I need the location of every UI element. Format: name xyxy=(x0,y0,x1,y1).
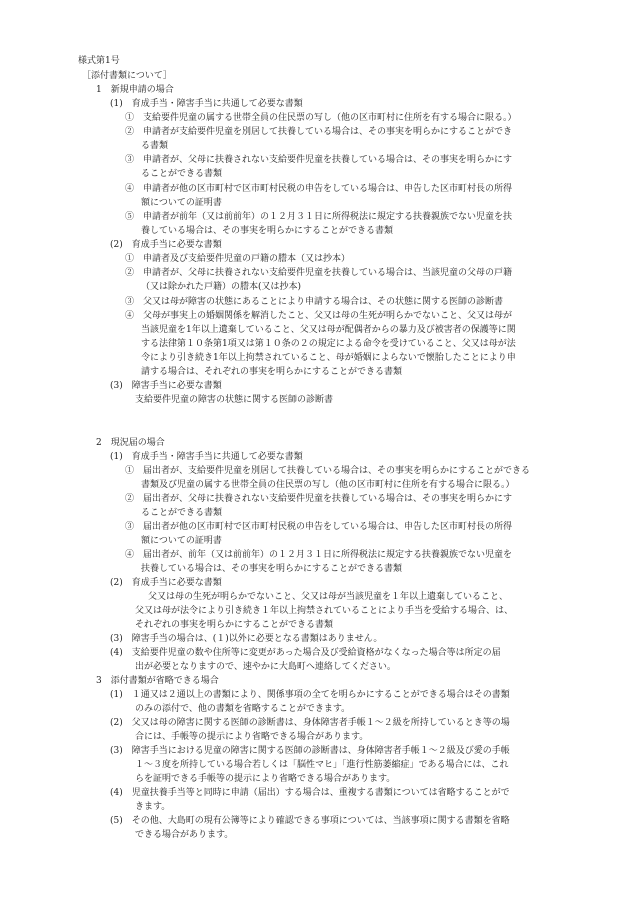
s3-p5-line1: (5) その他、大島町の現有公簿等により確認できる事項については、当該事項に関する書類を省略 xyxy=(110,816,510,826)
section-heading: ［添付書類について］ xyxy=(82,71,172,81)
s3-p3-line2: １～３度を所持している場合若しくは「脳性マヒ」「進行性筋萎縮症」である場合には、これ xyxy=(135,760,509,770)
s3-p4-line2: きます。 xyxy=(135,802,171,812)
s1-sub1-item5-cont: 養している場合は、その事実を明らかにすることができる書類 xyxy=(141,226,394,236)
s1-sub2-item4-cont3: 令により引き続き1年以上拘禁されていること、母が婚姻によらないで懐胎したことにより申 xyxy=(141,353,516,363)
s2-sub2-line1: 父又は母の生死が明らかでないこと、父又は母が当該児童を１年以上遺棄していること、 xyxy=(148,592,509,602)
s1-sub1-label: (1) 育成手当・障害手当に共通して必要な書類 xyxy=(110,99,303,109)
s1-sub2-item2: ② 申請者が、父母に扶養されない支給要件児童を扶養している場合は、当該児童の父母の戸籍 xyxy=(125,268,513,278)
s2-sub4-line1: (4) 支給要件児童の数や住所等に変更があった場合及び受給資格がなくなった場合等は所定の届 xyxy=(110,648,501,658)
s1-sub2-item3: ③ 父又は母が障害の状態にあることにより申請する場合は、その状態に関する医師の診断書 xyxy=(125,297,504,307)
s1-sub2-item4-cont2: する法律第１０条第1項又は第１０条の２の規定による命令を受けていること、父又は母が法 xyxy=(141,339,516,349)
s3-p3-line3: らを証明できる手帳等の提示により省略できる場合があります。 xyxy=(135,774,396,784)
s2-sub1-item2: ② 届出者が、父母に扶養されない支給要件児童を扶養している場合は、その事実を明らかにす xyxy=(125,494,513,504)
s1-sub2-item4-cont4: 請する場合は、それぞれの事実を明らかにすることができる書類 xyxy=(141,367,403,377)
s2-sub2-line2: 父又は母が法令により引き続き１年以上拘禁されていることにより手当を受給する場合、は、 xyxy=(135,606,514,616)
section-3-title: 3 添付書類が省略できる場合 xyxy=(96,676,219,686)
s1-sub1-item1: ① 支給要件児童の属する世帯全員の住民票の写し（他の区市町村に住所を有する場合に限る。） xyxy=(125,113,517,123)
s1-sub1-item3: ③ 申請者が、父母に扶養されない支給要件児童を扶養している場合は、その事実を明らかにす xyxy=(125,155,513,165)
s1-sub1-item4: ④ 申請者が他の区市町村で区市町村民税の申告をしている場合は、申告した区市町村長の所得 xyxy=(125,184,513,194)
s2-sub2-line3: それぞれの事実を明らかにすることができる書類 xyxy=(135,620,334,630)
s3-p4-line1: (4) 児童扶養手当等と同時に申請（届出）する場合は、重複する書類については省略することがで xyxy=(110,788,510,798)
s1-sub1-item5: ⑤ 申請者が前年（又は前前年）の１２月３１日に所得税法に規定する扶養親族でない児童を扶 xyxy=(125,212,513,222)
s2-sub3-text: (3) 障害手当の場合は、(１)以外に必要となる書類はありません。 xyxy=(110,634,383,644)
section-1-title: 1 新規申請の場合 xyxy=(96,85,174,95)
s1-sub2-item4-cont1: 当該児童を1年以上遺棄していること、父又は母が配偶者からの暴力及び被害者の保護等に関 xyxy=(141,325,516,335)
s2-sub1-label: (1) 育成手当・障害手当に共通して必要な書類 xyxy=(110,452,303,462)
s2-sub1-item3: ③ 届出者が他の区市町村で区市町村民税の申告をしている場合は、申告した区市町村長の所得 xyxy=(125,522,513,532)
s2-sub1-item1-cont: 書類及び児童の属する世帯全員の住民票の写し（他の区市町村に住所を有する場合に限る。） xyxy=(141,480,515,490)
s3-p2-line1: (2) 父又は母の障害に関する医師の診断書は、身体障害者手帳１～２級を所持しているとき等の場 xyxy=(110,718,510,728)
s1-sub1-item4-cont: 額についての証明書 xyxy=(141,198,222,208)
s2-sub2-label: (2) 育成手当に必要な書類 xyxy=(110,578,222,588)
s1-sub2-label: (2) 育成手当に必要な書類 xyxy=(110,240,222,250)
s3-p2-line2: 合には、手帳等の提示により省略できる場合があります。 xyxy=(135,732,369,742)
s1-sub1-item3-cont: ることができる書類 xyxy=(141,169,223,179)
s1-sub2-item4: ④ 父母が事実上の婚姻関係を解消したこと、父又は母の生死が明らかでないこと、父又は母が xyxy=(125,311,513,321)
s2-sub1-item4-cont: 扶養している場合は、その事実を明らかにすることができる書類 xyxy=(141,564,403,574)
s3-p5-line2: できる場合があります。 xyxy=(135,830,234,840)
s3-p1-line2: のみの添付で、他の書類を省略することができます。 xyxy=(135,704,351,714)
s1-sub2-item2-cont: （又は除かれた戸籍）の謄本(又は抄本) xyxy=(141,282,302,292)
s2-sub1-item2-cont: ることができる書類 xyxy=(141,508,223,518)
s3-p3-line1: (3) 障害手当における児童の障害に関する医師の診断書は、身体障害者手帳１～２級及び愛の手帳 xyxy=(110,746,510,756)
s1-sub3-text: 支給要件児童の障害の状態に関する医師の診断書 xyxy=(135,395,334,405)
section-2-title: 2 現況届の場合 xyxy=(96,438,165,448)
s2-sub4-line2: 出が必要となりますので、速やかに大島町へ連絡してください。 xyxy=(135,662,396,672)
s1-sub2-item1: ① 申請者及び支給要件児童の戸籍の謄本（又は抄本） xyxy=(125,254,351,264)
s1-sub1-item2: ② 申請者が支給要件児童を別居して扶養している場合は、その事実を明らかにすることができ xyxy=(125,127,513,137)
s2-sub1-item3-cont: 額についての証明書 xyxy=(141,536,222,546)
s1-sub1-item2-cont: る書類 xyxy=(141,141,169,151)
s2-sub1-item1: ① 届出者が、支給要件児童を別居して扶養している場合は、その事実を明らかにすることができる xyxy=(125,466,531,476)
s1-sub3-label: (3) 障害手当に必要な書類 xyxy=(110,381,222,391)
form-number: 様式第1号 xyxy=(78,56,120,66)
s2-sub1-item4: ④ 届出者が、前年（又は前前年）の１２月３１日に所得税法に規定する扶養親族でない児童を xyxy=(125,550,513,560)
s3-p1-line1: (1) １通又は２通以上の書類により、関係事項の全てを明らかにすることができる場合はその書類 xyxy=(110,690,510,700)
